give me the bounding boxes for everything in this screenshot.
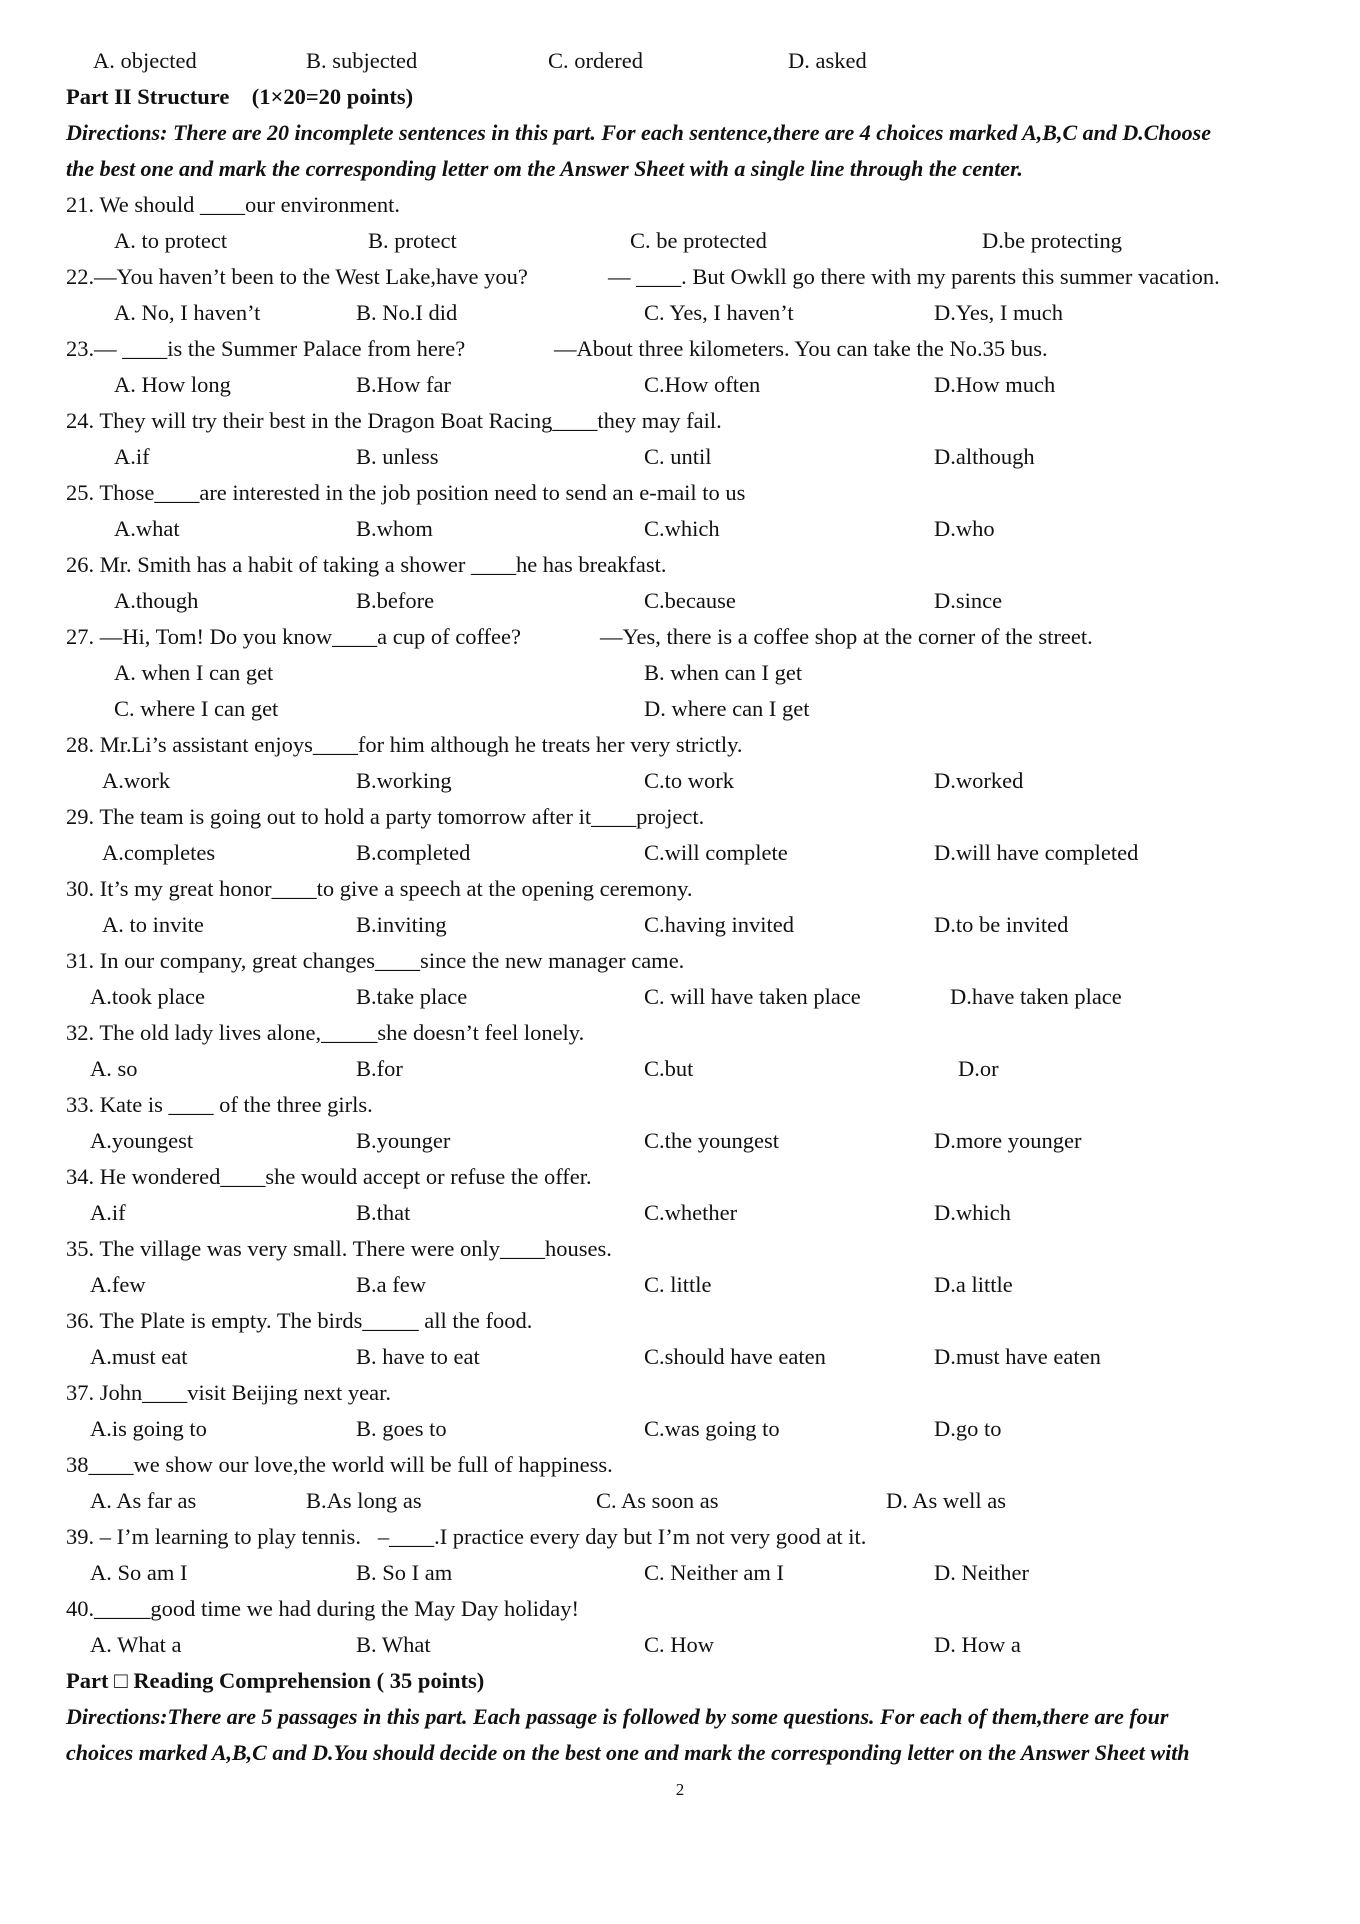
- question-26-stem: 26. Mr. Smith has a habit of taking a shower ____he has breakfast.: [66, 552, 667, 577]
- option-a: A.what: [114, 516, 180, 541]
- option-b: B.before: [356, 588, 435, 613]
- option-a: A. So am I: [90, 1560, 188, 1585]
- option-d: D.go to: [934, 1416, 1002, 1441]
- question-39-stem: 39. – I’m learning to play tennis. –____.I practice every day but I’m not very good at it.: [66, 1524, 867, 1549]
- option-b: B. have to eat: [356, 1344, 480, 1369]
- option-d: D.a little: [934, 1272, 1013, 1297]
- option-c: C. Neither am I: [644, 1560, 784, 1585]
- option-b: B. No.I did: [356, 300, 458, 325]
- option-a: A.must eat: [90, 1344, 188, 1369]
- option-a: A.work: [102, 768, 171, 793]
- option-a: A.though: [114, 588, 199, 613]
- question-29-stem: 29. The team is going out to hold a party tomorrow after it____project.: [66, 804, 705, 829]
- part3-directions-line-1: Directions:There are 5 passages in this part. Each passage is followed by some questions. For each of them,there are four: [66, 1704, 1169, 1729]
- option-d: D.must have eaten: [934, 1344, 1101, 1369]
- option-b: B. What: [356, 1632, 431, 1657]
- option-b: B.working: [356, 768, 452, 793]
- option-a: A. so: [90, 1056, 138, 1081]
- question-34-stem: 34. He wondered____she would accept or refuse the offer.: [66, 1164, 592, 1189]
- option-c: C.How often: [644, 372, 761, 397]
- option-b: B.younger: [356, 1128, 451, 1153]
- option-d: D.to be invited: [934, 912, 1069, 937]
- option-c: C.the youngest: [644, 1128, 779, 1153]
- option-d: D.How much: [934, 372, 1056, 397]
- option-c: C. How: [644, 1632, 715, 1657]
- option-b: B. unless: [356, 444, 439, 469]
- question-24-stem: 24. They will try their best in the Dragon Boat Racing____they may fail.: [66, 408, 722, 433]
- question-32-stem: 32. The old lady lives alone,_____she doesn’t feel lonely.: [66, 1020, 585, 1045]
- question-22-stem: 22.—You haven’t been to the West Lake,have you?: [66, 264, 528, 289]
- option-c: C.should have eaten: [644, 1344, 826, 1369]
- question-31-stem: 31. In our company, great changes____since the new manager came.: [66, 948, 685, 973]
- option-d: D.although: [934, 444, 1035, 469]
- option-a: A.is going to: [90, 1416, 207, 1441]
- option-b: B.How far: [356, 372, 451, 397]
- option-a: A.if: [90, 1200, 126, 1225]
- option-b: B.inviting: [356, 912, 447, 937]
- question-40-stem: 40._____good time we had during the May Day holiday!: [66, 1596, 580, 1621]
- option-a: A. How long: [114, 372, 231, 397]
- option-b: B.a few: [356, 1272, 426, 1297]
- option-d: D. Neither: [934, 1560, 1029, 1585]
- question-30-stem: 30. It’s my great honor____to give a speech at the opening ceremony.: [66, 876, 693, 901]
- option-b: B.that: [356, 1200, 411, 1225]
- option-a: A.few: [90, 1272, 146, 1297]
- part3-directions-line-2: choices marked A,B,C and D.You should decide on the best one and mark the corresponding letter on the Answer Sheet with: [66, 1740, 1190, 1765]
- question-25-stem: 25. Those____are interested in the job position need to send an e-mail to us: [66, 480, 746, 505]
- option-b: B. goes to: [356, 1416, 447, 1441]
- option-d: D.will have completed: [934, 840, 1139, 865]
- option-a: A. No, I haven’t: [114, 300, 261, 325]
- part3-title: Part □ Reading Comprehension ( 35 points): [66, 1668, 485, 1693]
- option-c: C. Yes, I haven’t: [644, 300, 794, 325]
- option-d: D.more younger: [934, 1128, 1082, 1153]
- option-c: C. be protected: [630, 228, 767, 253]
- question-27-stem: 27. —Hi, Tom! Do you know____a cup of coffee?: [66, 624, 521, 649]
- option-d: D.who: [934, 516, 995, 541]
- option-b: B.take place: [356, 984, 468, 1009]
- option-d: D.Yes, I much: [934, 300, 1063, 325]
- option-c: C.to work: [644, 768, 734, 793]
- option-c: C. little: [644, 1272, 712, 1297]
- option-d: D. As well as: [886, 1488, 1006, 1513]
- option-c: C.because: [644, 588, 736, 613]
- option-b: B. protect: [368, 228, 457, 253]
- question-28-stem: 28. Mr.Li’s assistant enjoys____for him although he treats her very strictly.: [66, 732, 743, 757]
- page-number: 2: [675, 1780, 685, 1799]
- option-b: B.whom: [356, 516, 433, 541]
- option-c: C. will have taken place: [644, 984, 861, 1009]
- option-d: D.since: [934, 588, 1003, 613]
- option-b: B. So I am: [356, 1560, 453, 1585]
- option-d: D. asked: [788, 48, 867, 73]
- question-35-stem: 35. The village was very small. There were only____houses.: [66, 1236, 612, 1261]
- option-d: D.or: [958, 1056, 999, 1081]
- option-c: C. where I can get: [114, 696, 279, 721]
- option-b: B.As long as: [306, 1488, 422, 1513]
- option-c: C. ordered: [548, 48, 643, 73]
- option-a: A. when I can get: [114, 660, 274, 685]
- part2-directions-line-2: the best one and mark the corresponding letter om the Answer Sheet with a single line through the center.: [66, 156, 1023, 181]
- question-33-stem: 33. Kate is ____ of the three girls.: [66, 1092, 373, 1117]
- question-37-stem: 37. John____visit Beijing next year.: [66, 1380, 391, 1405]
- option-b: B.completed: [356, 840, 471, 865]
- option-b: B. when can I get: [644, 660, 803, 685]
- part2-title: Part II Structure (1×20=20 points): [66, 84, 414, 109]
- question-22-reply: — ____. But Owkll go there with my parents this summer vacation.: [608, 264, 1220, 289]
- option-c: C.having invited: [644, 912, 794, 937]
- option-b: B. subjected: [306, 48, 418, 73]
- option-c: C.was going to: [644, 1416, 780, 1441]
- option-a: A.took place: [90, 984, 205, 1009]
- option-b: B.for: [356, 1056, 403, 1081]
- option-c: C. until: [644, 444, 712, 469]
- option-d: D.worked: [934, 768, 1024, 793]
- option-d: D.have taken place: [950, 984, 1122, 1009]
- part2-directions-line-1: Directions: There are 20 incomplete sentences in this part. For each sentence,there are 4 choices marked A,B,C and D.Choose: [66, 120, 1211, 145]
- option-a: A. to protect: [114, 228, 228, 253]
- option-c: C.but: [644, 1056, 694, 1081]
- option-c: C.will complete: [644, 840, 788, 865]
- option-c: C. As soon as: [596, 1488, 719, 1513]
- question-21-stem: 21. We should ____our environment.: [66, 192, 400, 217]
- option-a: A.if: [114, 444, 150, 469]
- option-d: D.be protecting: [982, 228, 1122, 253]
- option-c: C.whether: [644, 1200, 738, 1225]
- question-27-reply: —Yes, there is a coffee shop at the corner of the street.: [600, 624, 1093, 649]
- option-a: A. What a: [90, 1632, 182, 1657]
- question-38-stem: 38____we show our love,the world will be full of happiness.: [66, 1452, 613, 1477]
- option-a: A.completes: [102, 840, 216, 865]
- option-a: A. objected: [93, 48, 197, 73]
- question-23-reply: —About three kilometers. You can take the No.35 bus.: [554, 336, 1048, 361]
- option-a: A. to invite: [102, 912, 204, 937]
- question-36-stem: 36. The Plate is empty. The birds_____ all the food.: [66, 1308, 533, 1333]
- option-a: A.youngest: [90, 1128, 194, 1153]
- option-d: D. How a: [934, 1632, 1021, 1657]
- option-c: C.which: [644, 516, 720, 541]
- option-a: A. As far as: [90, 1488, 197, 1513]
- option-d: D. where can I get: [644, 696, 810, 721]
- option-d: D.which: [934, 1200, 1011, 1225]
- question-23-stem: 23.— ____is the Summer Palace from here?: [66, 336, 466, 361]
